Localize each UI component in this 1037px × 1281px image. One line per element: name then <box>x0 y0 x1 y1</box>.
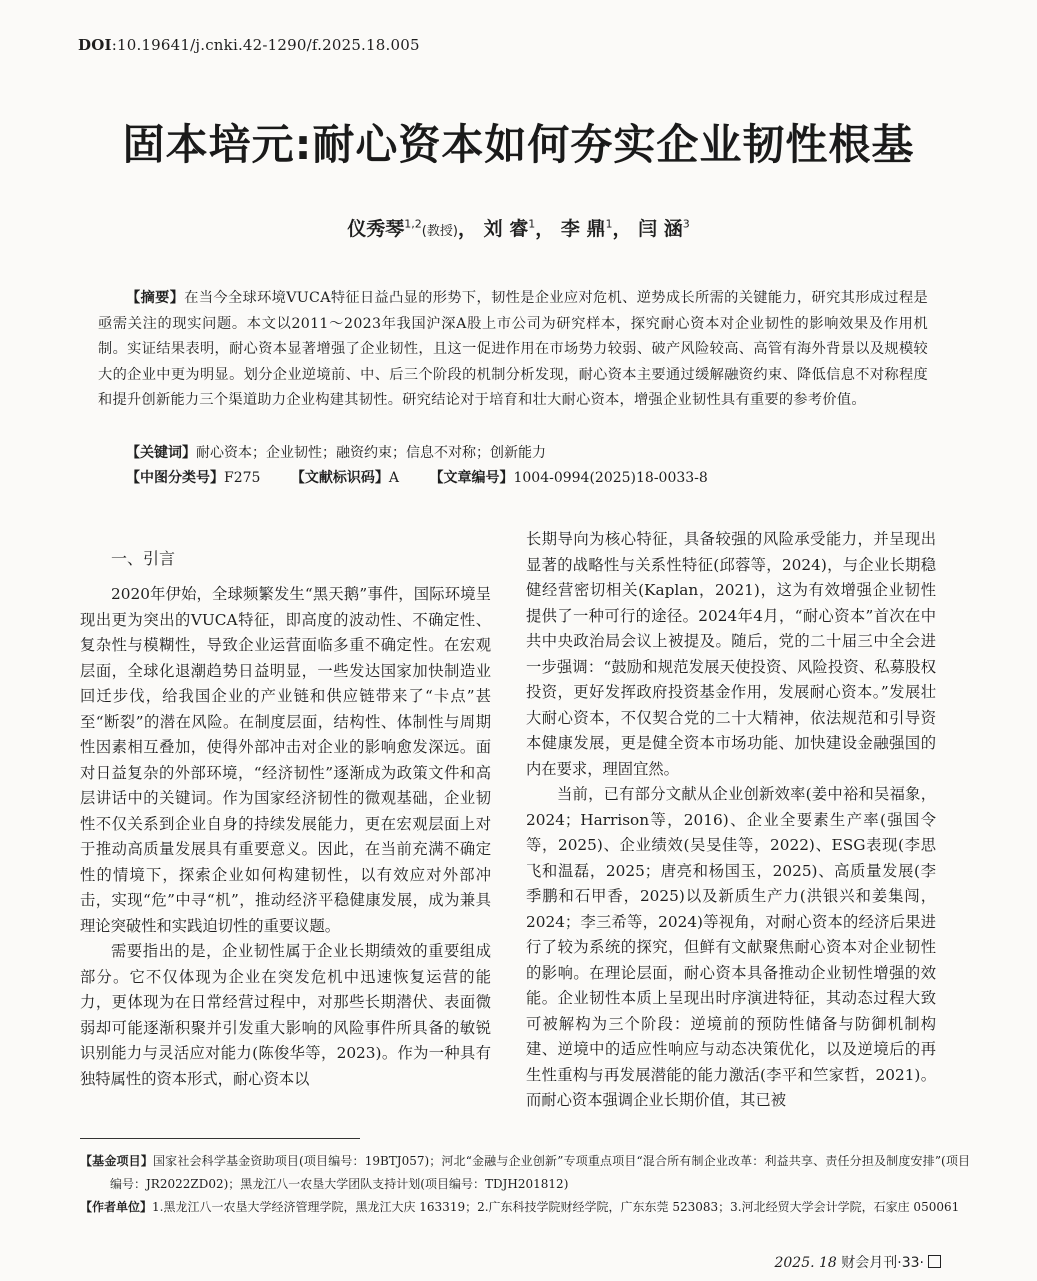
left-column <box>80 582 491 1092</box>
square-icon <box>928 1255 941 1268</box>
classification-line <box>126 466 708 490</box>
doi-line <box>78 36 420 54</box>
document-code-value: A <box>388 470 400 486</box>
article-number-label: 【文章编号】 <box>429 470 514 486</box>
page-footer <box>774 1252 941 1272</box>
body-paragraph: 需要指出的是，企业韧性属于企业长期绩效的重要组成部分。它不仅体现为企业在突发危机中迅速恢复运营的能力，更体现为在日常经营过程中，对那些长期潜伏、表面微弱却可能逐渐积聚并引发重大影响的风险事件所具备的敏锐识别能力与灵活应对能力(陈俊华等，2023)。作为一种具有独特属性的资本形式，耐心资本以 <box>80 942 491 1088</box>
doi-value: :10.19641/j.cnki.42-1290/f.2025.18.005 <box>111 36 420 54</box>
author-name: 仪秀琴 <box>347 218 405 240</box>
section-heading: 一、引言 <box>111 549 176 568</box>
abstract-text: 在当今全球环境VUCA特征日益凸显的形势下，韧性是企业应对危机、逆势成长所需的关键能力，研究其形成过程是亟需关注的现实问题。本文以2011～2023年我国沪深A股上市公司为研究样本，探究耐心资本对企业韧性的影响效果及作用机制。实证结果表明，耐心资本显著增强了企业韧性，且这一促进作用在市场势力较弱、破产风险较高、高管有海外背景以及规模较大的企业中更为明显。划分企业逆境前、中、后三个阶段的机制分析发现，耐心资本主要通过缓解融资约束、降低信息不对称程度和提升创新能力三个渠道助力企业构建其韧性。研究结论对于培育和壮大耐心资本，增强企业韧性具有重要的参考价值。 <box>98 290 928 409</box>
author-separator: ， <box>612 218 632 240</box>
author-affiliation-mark: 1,2 <box>404 217 422 231</box>
keywords-line <box>126 441 546 465</box>
author-separator: ， <box>457 218 477 240</box>
body-paragraph: 2020年伊始，全球频繁发生“黑天鹅”事件，国际环境呈现出更为突出的VUCA特征，即高度的波动性、不确定性、复杂性与模糊性，导致企业运营面临多重不确定性。在宏观层面，全球化退潮趋势日益明显，一些发达国家加快制造业回迁步伐，给我国企业的产业链和供应链带来了“卡点”甚至“断裂”的潜在风险。在制度层面，结构性、体制性与周期性因素相互叠加，使得外部冲击对企业的影响愈发深远。面对日益复杂的外部环境，“经济韧性”逐渐成为政策文件和高层讲话中的关键词。作为国家经济韧性的微观基础，企业韧性不仅关系到企业自身的持续发展能力，更在宏观层面上对于推动高质量发展具有重要意义。因此，在当前充满不确定性的情境下，探索企业如何构建韧性，以有效应对外部冲击，实现“危”中寻“机”，推动经济平稳健康发展，成为兼具理论突破性和实践迫切性的重要议题。 <box>80 585 491 935</box>
clc-label: 【中图分类号】 <box>126 470 224 486</box>
issue-number: 2025. 18 <box>774 1255 837 1271</box>
document-code-label: 【文献标识码】 <box>290 470 389 486</box>
right-column <box>526 527 936 1114</box>
keywords-label: 【关键词】 <box>126 445 196 461</box>
abstract <box>98 286 928 414</box>
body-paragraph: 当前，已有部分文献从企业创新效率(姜中裕和吴福象，2024；Harrison等，2016)、企业全要素生产率(强国令等，2025)、企业绩效(吴旻佳等，2022)、ESG表现(李思飞和温磊，2025；唐亮和杨国玉，2025)、高质量发展(李季鹏和石甲香，2025)以及新质生产力(洪银兴和姜集闯，2024；李三希等，2024)等视角，对耐心资本的经济后果进行了较为系统的探究，但鲜有文献聚焦耐心资本对企业韧性的影响。在理论层面，耐心资本具备推动企业韧性增强的效能。企业韧性本质上呈现出时序演进特征，其动态过程大致可被解构为三个阶段：逆境前的预防性储备与防御机制构建、逆境中的适应性响应与动态决策优化，以及逆境后的再生性重构与再发展潜能的能力激活(李平和竺家哲，2021)。而耐心资本强调企业长期价值，其已被 <box>526 785 936 1109</box>
journal-name: 财会月刊 <box>841 1255 898 1271</box>
keywords-text: 耐心资本；企业韧性；融资约束；信息不对称；创新能力 <box>196 445 546 461</box>
funding-footnote <box>80 1150 970 1196</box>
affiliation-text: 1.黑龙江八一农垦大学经济管理学院，黑龙江大庆 163319；2.广东科技学院财经学院，广东东莞 523083；3.河北经贸大学会计学院，石家庄 050061 <box>152 1200 960 1214</box>
article-number-value: 1004-0994(2025)18-0033-8 <box>513 470 708 486</box>
author-affiliation-mark: 3 <box>682 217 690 231</box>
funding-text: 国家社会科学基金资助项目(项目编号：19BTJ057)；河北“金融与企业创新”专项重点项目“混合所有制企业改革：利益共享、责任分担及制度安排”(项目编号：JR2022ZD02)；黑龙江八一农垦大学团队支持计划(项目编号：TDJH201812) <box>110 1154 970 1191</box>
paper-title: 固本培元:耐心资本如何夯实企业韧性根基 <box>122 120 915 169</box>
author-affiliation-mark: 1 <box>528 217 536 231</box>
author-name: 李 鼎 <box>560 218 606 240</box>
author-separator: ， <box>535 218 555 240</box>
author-name: 刘 睿 <box>483 218 529 240</box>
footnote-rule <box>80 1138 360 1139</box>
affiliation-footnote <box>80 1196 970 1219</box>
page-number: ·33· <box>897 1255 924 1271</box>
affiliation-label: 【作者单位】 <box>80 1200 153 1214</box>
clc-value: F275 <box>224 470 261 486</box>
author-role: (教授) <box>421 224 458 239</box>
author-affiliation-mark: 1 <box>605 217 613 231</box>
abstract-label: 【摘要】 <box>126 290 185 306</box>
author-list <box>0 214 1037 241</box>
doi-label: DOI <box>78 36 112 54</box>
author-name: 闫 涵 <box>638 218 683 240</box>
funding-label: 【基金项目】 <box>80 1154 154 1168</box>
body-paragraph: 长期导向为核心特征，具备较强的风险承受能力，并呈现出显著的战略性与关系性特征(邱蓉等，2024)，与企业长期稳健经营密切相关(Kaplan，2021)，这为有效增强企业韧性提供了一种可行的途径。2024年4月，“耐心资本”首次在中共中央政治局会议上被提及。随后，党的二十届三中全会进一步强调：“鼓励和规范发展天使投资、风险投资、私募股权投资，更好发挥政府投资基金作用，发展耐心资本。”发展壮大耐心资本，不仅契合党的二十大精神，依法规范和引导资本健康发展，更是健全资本市场功能、加快建设金融强国的内在要求，理固宜然。 <box>526 530 936 778</box>
